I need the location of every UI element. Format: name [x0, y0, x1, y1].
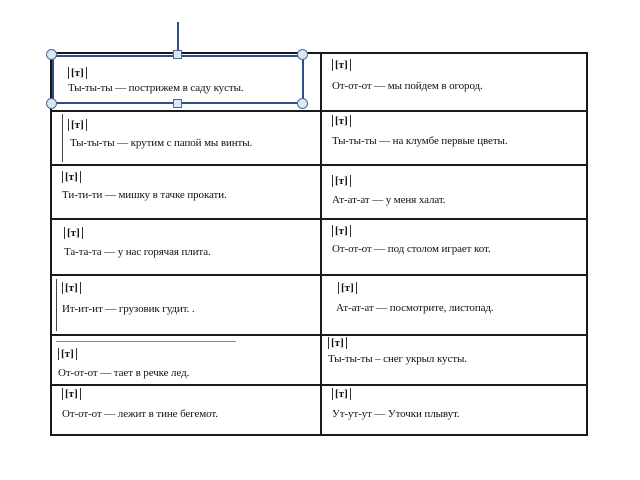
sound-mark: [т] — [64, 227, 83, 239]
selection-frame[interactable] — [52, 55, 304, 104]
table-cell[interactable] — [52, 385, 320, 436]
cell-text: Ты-ты-ты — пострижем в саду кусты. — [68, 82, 244, 94]
table-cell[interactable] — [322, 219, 588, 274]
table-cell[interactable] — [322, 335, 588, 384]
sound-mark: [т] — [62, 282, 81, 294]
sound-mark: [т] — [338, 282, 357, 294]
sound-mark: [т] — [68, 67, 87, 79]
cell-text: Ти-ти-ти — мишку в тачке прокати. — [62, 189, 227, 201]
sound-mark: [т] — [62, 388, 81, 400]
cell-text: От-от-от — лежит в тине бегемот. — [62, 408, 218, 420]
table-cell[interactable] — [322, 165, 588, 218]
cell-text: Та-та-та — у нас горячая плита. — [64, 246, 211, 258]
sound-mark: [т] — [332, 59, 351, 71]
table-cell[interactable] — [322, 385, 588, 436]
cell-text: Ит-ит-ит — грузовик гудит. . — [62, 303, 195, 315]
resize-handle-bottom[interactable] — [173, 99, 182, 108]
tongue-twister-table — [50, 52, 588, 436]
sound-mark: [т] — [332, 225, 351, 237]
table-cell[interactable] — [52, 275, 320, 334]
table-cell[interactable] — [322, 275, 588, 334]
sound-mark: [т] — [58, 348, 77, 360]
table-cell[interactable] — [52, 165, 320, 218]
table-cell[interactable] — [322, 54, 588, 110]
resize-handle-top-right[interactable] — [297, 49, 308, 60]
cell-text: От-от-от — под столом играет кот. — [332, 243, 491, 255]
cell-text: Ат-ат-ат — посмотрите, листопад. — [336, 302, 494, 314]
resize-handle-top[interactable] — [173, 50, 182, 59]
table-cell[interactable] — [52, 111, 320, 164]
resize-handle-top-left[interactable] — [46, 49, 57, 60]
sound-mark: [т] — [62, 171, 81, 183]
table-cell[interactable] — [52, 219, 320, 274]
resize-handle-bottom-right[interactable] — [297, 98, 308, 109]
sound-mark: [т] — [332, 388, 351, 400]
cell-text: Ат-ат-ат — у меня халат. — [332, 194, 446, 206]
sound-mark: [т] — [332, 175, 351, 187]
sound-mark: [т] — [68, 119, 87, 131]
cell-text: Ты-ты-ты — на клумбе первые цветы. — [332, 135, 508, 147]
cell-text: От-от-от — мы пойдем в огород. — [332, 80, 483, 92]
resize-handle-bottom-left[interactable] — [46, 98, 57, 109]
cell-text: Ут-ут-ут — Уточки плывут. — [332, 408, 460, 420]
sound-mark: [т] — [332, 115, 351, 127]
cell-text: От-от-от — тает в речке лед. — [58, 367, 190, 379]
table-cell[interactable] — [52, 335, 320, 384]
cell-text: Ты-ты-ты – снег укрыл кусты. — [328, 353, 467, 365]
rotation-handle-stem — [177, 22, 179, 50]
table-cell[interactable] — [322, 111, 588, 164]
cell-text: Ты-ты-ты — крутим с папой мы винты. — [70, 137, 253, 149]
sound-mark: [т] — [328, 337, 347, 349]
